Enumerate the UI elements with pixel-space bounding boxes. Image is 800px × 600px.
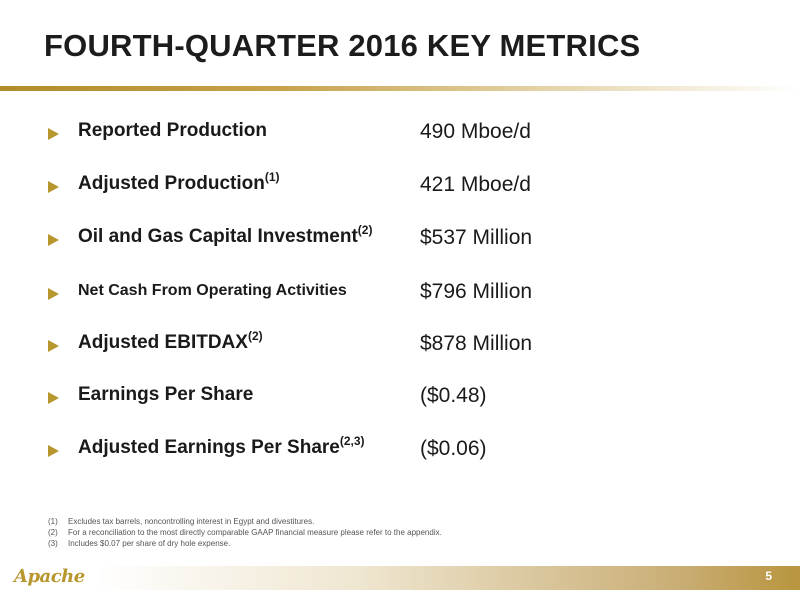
metric-value: ($0.06) xyxy=(420,437,487,460)
footnote xyxy=(48,516,442,527)
metric-row xyxy=(48,434,748,467)
metric-label xyxy=(78,434,365,459)
metric-label-text: Adjusted EBITDAX xyxy=(78,332,248,353)
bullet-arrow-icon xyxy=(48,181,59,193)
metric-label-text: Earnings Per Share xyxy=(78,384,254,405)
metric-value: $796 Million xyxy=(420,280,533,303)
footnote-text: For a reconciliation to the most directly comparable GAAP financial measure please refer to the appendix. xyxy=(68,528,442,537)
page-title: FOURTH-QUARTER 2016 KEY METRICS xyxy=(44,28,641,63)
metric-row xyxy=(48,223,748,256)
metric-footnote-ref: (2) xyxy=(357,223,373,237)
footnote-text: Includes $0.07 per share of dry hole expense. xyxy=(68,539,231,548)
metric-value: $537 Million xyxy=(420,226,533,249)
footnotes xyxy=(48,516,442,549)
bullet-arrow-icon xyxy=(48,445,59,457)
metric-label-text: Adjusted Earnings Per Share xyxy=(78,437,340,458)
metric-value: 421 Mboe/d xyxy=(420,173,531,196)
metric-label-text: Reported Production xyxy=(78,120,267,141)
bullet-arrow-icon xyxy=(48,234,59,246)
metric-label-text: Net Cash From Operating Activities xyxy=(78,282,347,299)
bullet-arrow-icon xyxy=(48,340,59,352)
footer-bar xyxy=(0,566,800,590)
footnote-number: (1) xyxy=(48,517,58,526)
metric-label xyxy=(78,120,267,142)
metric-footnote-ref: (2) xyxy=(247,329,263,343)
title-divider xyxy=(0,86,800,91)
bullet-arrow-icon xyxy=(48,392,59,404)
metric-label xyxy=(78,170,280,195)
footnote-number: (2) xyxy=(48,528,58,537)
bullet-arrow-icon xyxy=(48,128,59,140)
metric-value: 490 Mboe/d xyxy=(420,120,531,143)
metric-label xyxy=(78,329,263,354)
metric-label-text: Adjusted Production xyxy=(78,173,265,194)
metric-row xyxy=(48,329,748,362)
metric-value: ($0.48) xyxy=(420,384,487,407)
metric-value: $878 Million xyxy=(420,332,533,355)
metric-row xyxy=(48,120,748,150)
metric-footnote-ref: (1) xyxy=(264,170,280,184)
metric-label xyxy=(78,223,373,248)
company-logo: Apache xyxy=(14,566,85,587)
metric-label xyxy=(78,282,347,300)
metric-footnote-ref: (2,3) xyxy=(339,434,365,448)
footnote xyxy=(48,527,442,538)
metric-row xyxy=(48,280,748,310)
metric-label xyxy=(78,384,253,406)
footnote-number: (3) xyxy=(48,539,58,548)
bullet-arrow-icon xyxy=(48,288,59,300)
metric-row xyxy=(48,170,748,203)
footnote xyxy=(48,538,442,549)
metric-label-text: Oil and Gas Capital Investment xyxy=(78,226,358,247)
metric-row xyxy=(48,384,748,414)
page-number: 5 xyxy=(765,569,772,583)
footnote-text: Excludes tax barrels, noncontrolling interest in Egypt and divestitures. xyxy=(68,517,315,526)
